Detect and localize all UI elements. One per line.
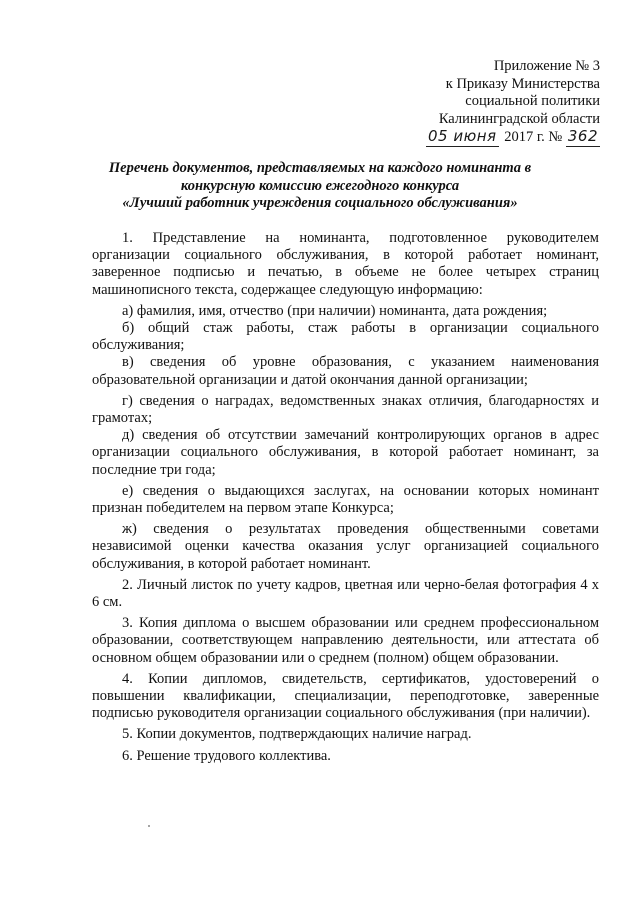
handwritten-date: 05 июня xyxy=(428,127,497,145)
order-date-line xyxy=(370,128,600,147)
list-item: 6. Решение трудового коллектива. xyxy=(122,747,331,764)
list-item: ж) сведения о результатах проведения общественными советами независимой оценки качества оказания услуг организацией социального обслуживания, в которой работает номинант. xyxy=(92,521,599,572)
list-item: е) сведения о выдающихся заслугах, на основании которых номинант признан победителем на первом этапе Конкурса; xyxy=(92,482,599,517)
list-item: 4. Копии дипломов, свидетельств, сертификатов, удостоверений о повышении квалификации, специализации, переподготовке, заверенные подписью руководителя организации социального обслуживания (при наличии). xyxy=(92,670,599,722)
list-item: 3. Копия диплома о высшем образовании или среднем профессиональном образовании, соответствующем направлению деятельности, или аттестата об основном общем образовании или о среднем (полном) общем образовании. xyxy=(92,615,599,666)
list-item: 2. Личный листок по учету кадров, цветная или черно-белая фотография 4 х 6 см. xyxy=(92,576,599,611)
document-body xyxy=(92,230,599,765)
list-item: а) фамилия, имя, отчество (при наличии) номинанта, дата рождения; xyxy=(122,302,548,319)
appendix-order-ref: к Приказу Министерства xyxy=(445,75,600,92)
list-item: 5. Копии документов, подтверждающих наличие наград. xyxy=(122,726,472,743)
appendix-ministry: социальной политики xyxy=(465,93,600,109)
handwritten-order-number: 362 xyxy=(567,127,598,145)
title-line-3: «Лучший работник учреждения социального обслуживания» xyxy=(122,195,518,211)
list-item: в) сведения об уровне образования, с указанием наименования образовательной организации и датой окончания данной организации; xyxy=(92,354,599,388)
title-line-2: конкурсную комиссию ежегодного конкурса xyxy=(180,177,460,194)
list-item: г) сведения о наградах, ведомственных знаках отличия, благодарностях и грамотах; xyxy=(92,392,599,427)
appendix-region: Калининградской области xyxy=(438,110,600,127)
title-line-1: Перечень документов, представляемых на каждого номинанта в xyxy=(108,160,532,176)
list-item: д) сведения об отсутствии замечаний контролирующих органов в адрес организации социального обслуживания, в которой работает номинант, за последние три года; xyxy=(92,427,599,478)
order-year: 2017 г. № xyxy=(504,129,563,145)
list-item: 1. Представление на номинанта, подготовленное руководителем организации социального обслуживания, в которой работает номинант, заверенное подписью и печатью, в объеме не более четырех страниц машинописного текста, содержащее следующую информацию: xyxy=(92,230,599,298)
appendix-header xyxy=(370,58,600,147)
list-item: б) общий стаж работы, стаж работы в организации социального обслуживания; xyxy=(92,320,599,354)
appendix-number: Приложение № 3 xyxy=(493,58,600,74)
document-title xyxy=(60,160,580,213)
scan-speck xyxy=(148,825,150,827)
